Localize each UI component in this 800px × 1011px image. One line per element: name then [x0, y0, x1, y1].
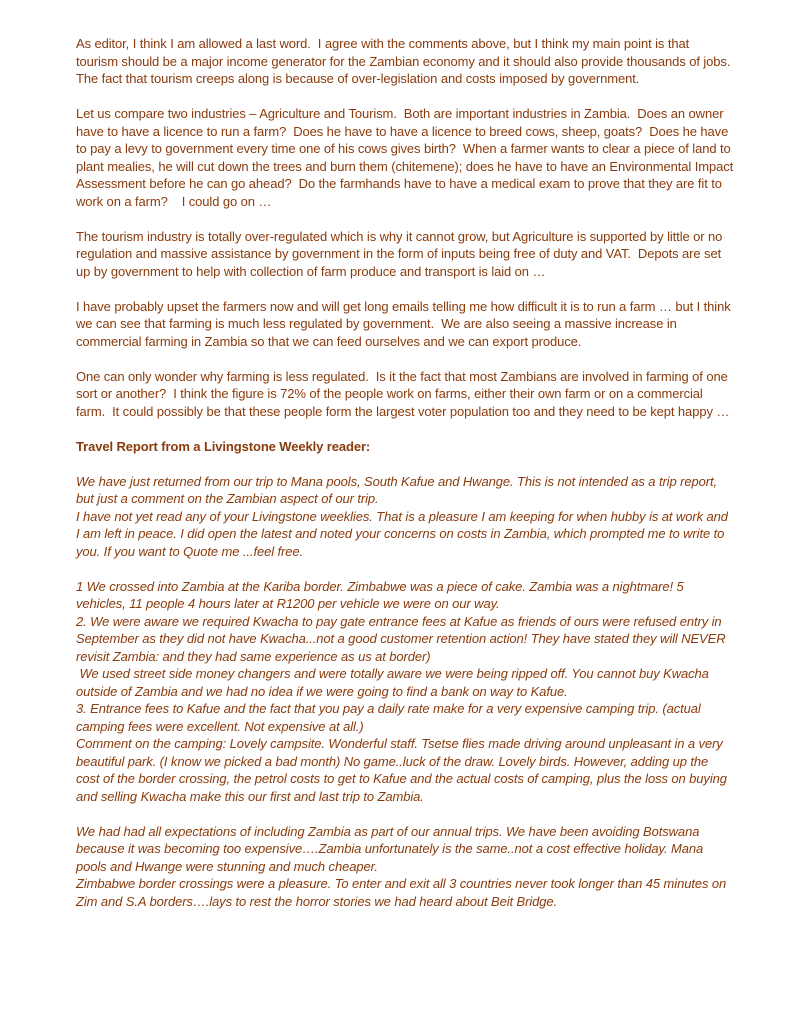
report-point: Comment on the camping: Lovely campsite. Wonderful staff. Tsetse flies made driving around unpleasant in a very beautiful park. (I know we picked a bad month) No game..luck of the draw. Lovely birds. However, adding up the cost of the border crossing, the petrol costs to get to Kafue and the actual costs of camping, plus the loss on buying and selling Kwacha make this our first and last trip to Zambia. — [76, 736, 731, 804]
editorial-paragraph: The tourism industry is totally over-regulated which is why it cannot grow, but Agriculture is supported by little or no regulation and massive assistance by government in the form of inputs being free of duty and VAT. Depots are set up by government to help with collection of farm produce and transport is laid on … — [76, 228, 726, 279]
report-line: We had had all expectations of including Zambia as part of our annual trips. We have been avoiding Botswana because it was becoming too expensive….Zambia unfortunately is the same..not a cost effective holiday. Mana pools and Hwange were stunning and much cheaper. — [76, 823, 707, 874]
report-closing — [76, 823, 734, 911]
editorial-paragraph: As editor, I think I am allowed a last word. I agree with the comments above, but I think my main point is that tourism should be a major income generator for the Zambian economy and it should also provide thousands of jobs. The fact that tourism creeps along is because of over-legislation and costs imposed by government. — [76, 36, 738, 86]
report-intro — [76, 473, 734, 561]
report-line: Zimbabwe border crossings were a pleasure. To enter and exit all 3 countries never took longer than 45 minutes on Zim and S.A borders….lays to rest the horror stories we had heard about Beit Bridge. — [76, 876, 730, 909]
report-point: 2. We were aware we required Kwacha to pay gate entrance fees at Kafue as friends of ours were refused entry in September as they did not have Kwacha...not a good customer retention action! They have stated they will NEVER revisit Zambia: and they had same experience as us at border) — [76, 613, 729, 664]
travel-report-heading: Travel Report from a Livingstone Weekly reader: — [76, 438, 371, 454]
report-line: I have not yet read any of your Livingstone weeklies. That is a pleasure I am keeping for when hubby is at work and I am left in peace. I did open the latest and noted your concerns on costs in Zambia, which prompted me to write to you. If you want to Quote me ...feel free. — [76, 508, 732, 559]
report-points — [76, 578, 734, 806]
editorial-paragraph: I have probably upset the farmers now and will get long emails telling me how difficult it is to run a farm … but I think we can see that farming is much less regulated by government. We are also seeing a massive increase in commercial farming in Zambia so that we can feed ourselves and we can export produce. — [76, 298, 735, 349]
report-point: We used street side money changers and were totally aware we were being ripped off. You cannot buy Kwacha outside of Zambia and we had no idea if we were going to find a bank on way to Kafue. — [76, 666, 713, 699]
report-point: 3. Entrance fees to Kafue and the fact that you pay a daily rate make for a very expensive camping trip. (actual camping fees were excellent. Not expensive at all.) — [76, 701, 705, 734]
report-line: We have just returned from our trip to Mana pools, South Kafue and Hwange. This is not intended as a trip report, but just a comment on the Zambian aspect of our trip. — [76, 473, 721, 506]
travel-report — [76, 473, 734, 911]
report-point: 1 We crossed into Zambia at the Kariba border. Zimbabwe was a piece of cake. Zambia was a nightmare! 5 vehicles, 11 people 4 hours later at R1200 per vehicle we were on our way. — [76, 578, 688, 611]
editorial-section — [76, 35, 738, 420]
editorial-paragraph: One can only wonder why farming is less regulated. Is it the fact that most Zambians are involved in farming of one sort or another? I think the figure is 72% of the people work on farms, either their own farm or on a commercial farm. It could possibly be that these people form the largest voter population too and they need to be kept happy … — [76, 368, 732, 419]
editorial-paragraph: Let us compare two industries – Agriculture and Tourism. Both are important industries in Zambia. Does an owner have to have a licence to run a farm? Does he have to have a licence to breed cows, sheep, goats? Does he have to pay a levy to government every time one of his cows gives birth? When a farmer wants to clear a piece of land to plant mealies, he will cut down the trees and burn them (chitemene); does he have to have an Environmental Impact Assessment before he can go ahead? Do the farmhands have to have a medical exam to prove that they are fit to work on a farm? I could go on … — [76, 106, 736, 209]
